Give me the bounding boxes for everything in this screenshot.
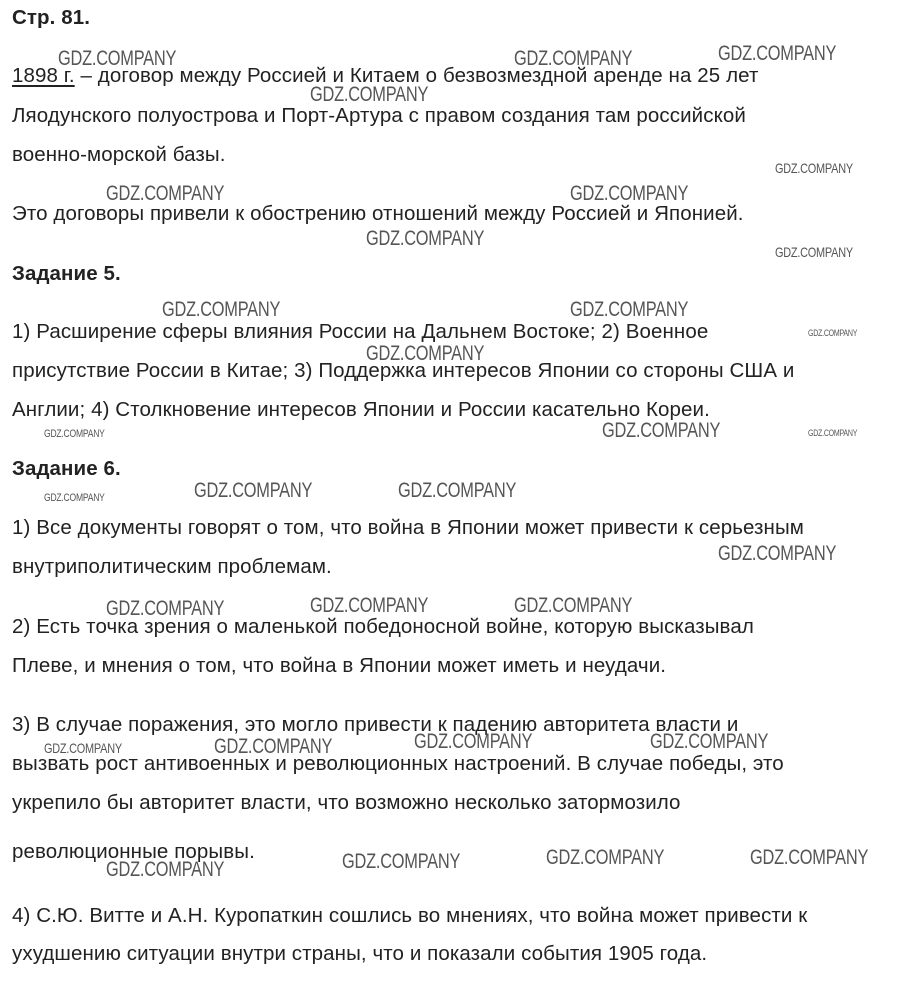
- task-6-answer-2-line-1: 2) Есть точка зрения о маленькой победоносной войне, которую высказывал: [12, 615, 754, 638]
- task-5-line-1: 1) Расширение сферы влияния России на Дальнем Востоке; 2) Военное: [12, 320, 709, 343]
- task-6-answer-1-line-1: 1) Все документы говорят о том, что война в Японии может привести к серьезным: [12, 516, 805, 539]
- paragraph-1-line-2: Ляодунского полуострова и Порт-Артура с правом создания там российской: [12, 104, 746, 127]
- watermark-text: GDZ.COMPANY: [162, 298, 281, 321]
- task-6-answer-2-line-2: Плеве, и мнения о том, что война в Японии может иметь и неудачи.: [12, 654, 667, 677]
- watermark-text: GDZ.COMPANY: [514, 47, 633, 70]
- watermark-text: GDZ.COMPANY: [58, 47, 177, 70]
- watermark-text: GDZ.COMPANY: [366, 342, 485, 365]
- task-6-heading: Задание 6.: [12, 457, 121, 480]
- task-6-answer-4-line-1: 4) С.Ю. Витте и А.Н. Куропаткин сошлись во мнениях, что война может привести к: [12, 904, 808, 927]
- task-6-answer-3-line-3: укрепило бы авторитет власти, что возможно несколько затормозило: [12, 791, 681, 814]
- watermark-text: GDZ.COMPANY: [310, 594, 429, 617]
- watermark-text: GDZ.COMPANY: [106, 182, 225, 205]
- watermark-text: GDZ.COMPANY: [808, 428, 858, 438]
- watermark-text: GDZ.COMPANY: [342, 850, 461, 873]
- paragraph-2-line-1: Это договоры привели к обострению отношений между Россией и Японией.: [12, 202, 744, 225]
- watermark-text: GDZ.COMPANY: [398, 479, 517, 502]
- task-5-line-2: присутствие России в Китае; 3) Поддержка интересов Японии со стороны США и: [12, 359, 795, 382]
- task-6-answer-1-line-2: внутриполитическим проблемам.: [12, 555, 332, 578]
- watermark-text: GDZ.COMPANY: [602, 419, 721, 442]
- watermark-text: GDZ.COMPANY: [44, 428, 105, 440]
- watermark-text: GDZ.COMPANY: [718, 42, 837, 65]
- watermark-text: GDZ.COMPANY: [106, 858, 225, 881]
- watermark-text: GDZ.COMPANY: [650, 730, 769, 753]
- watermark-text: GDZ.COMPANY: [194, 479, 313, 502]
- watermark-text: GDZ.COMPANY: [775, 244, 853, 260]
- page-number-heading: Стр. 81.: [12, 6, 91, 29]
- watermark-text: GDZ.COMPANY: [718, 542, 837, 565]
- watermark-text: GDZ.COMPANY: [44, 740, 122, 756]
- paragraph-1-line-1-text: – договор между Россией и Китаем о безвозмездной аренде на 25 лет: [74, 64, 759, 87]
- watermark-text: GDZ.COMPANY: [750, 846, 869, 869]
- task-6-answer-3-line-2: вызвать рост антивоенных и революционных настроений. В случае победы, это: [12, 752, 784, 775]
- watermark-text: GDZ.COMPANY: [44, 492, 105, 504]
- watermark-text: GDZ.COMPANY: [808, 328, 858, 338]
- task-6-answer-3-line-4: революционные порывы.: [12, 840, 255, 863]
- watermark-text: GDZ.COMPANY: [414, 730, 533, 753]
- watermark-text: GDZ.COMPANY: [366, 227, 485, 250]
- task-6-answer-4-line-2: ухудшению ситуации внутри страны, что и показали события 1905 года.: [12, 942, 708, 965]
- watermark-text: GDZ.COMPANY: [310, 83, 429, 106]
- watermark-text: GDZ.COMPANY: [546, 846, 665, 869]
- watermark-text: GDZ.COMPANY: [570, 298, 689, 321]
- paragraph-1-line-3: военно-морской базы.: [12, 143, 226, 166]
- watermark-text: GDZ.COMPANY: [214, 735, 333, 758]
- watermark-text: GDZ.COMPANY: [106, 597, 225, 620]
- watermark-text: GDZ.COMPANY: [775, 160, 853, 176]
- task-5-line-3: Англии; 4) Столкновение интересов Японии и России касательно Кореи.: [12, 398, 710, 421]
- task-5-heading: Задание 5.: [12, 262, 121, 285]
- watermark-text: GDZ.COMPANY: [514, 594, 633, 617]
- date-1898: 1898 г.: [12, 64, 75, 87]
- watermark-text: GDZ.COMPANY: [570, 182, 689, 205]
- task-6-answer-3-line-1: 3) В случае поражения, это могло привести к падению авторитета власти и: [12, 713, 739, 736]
